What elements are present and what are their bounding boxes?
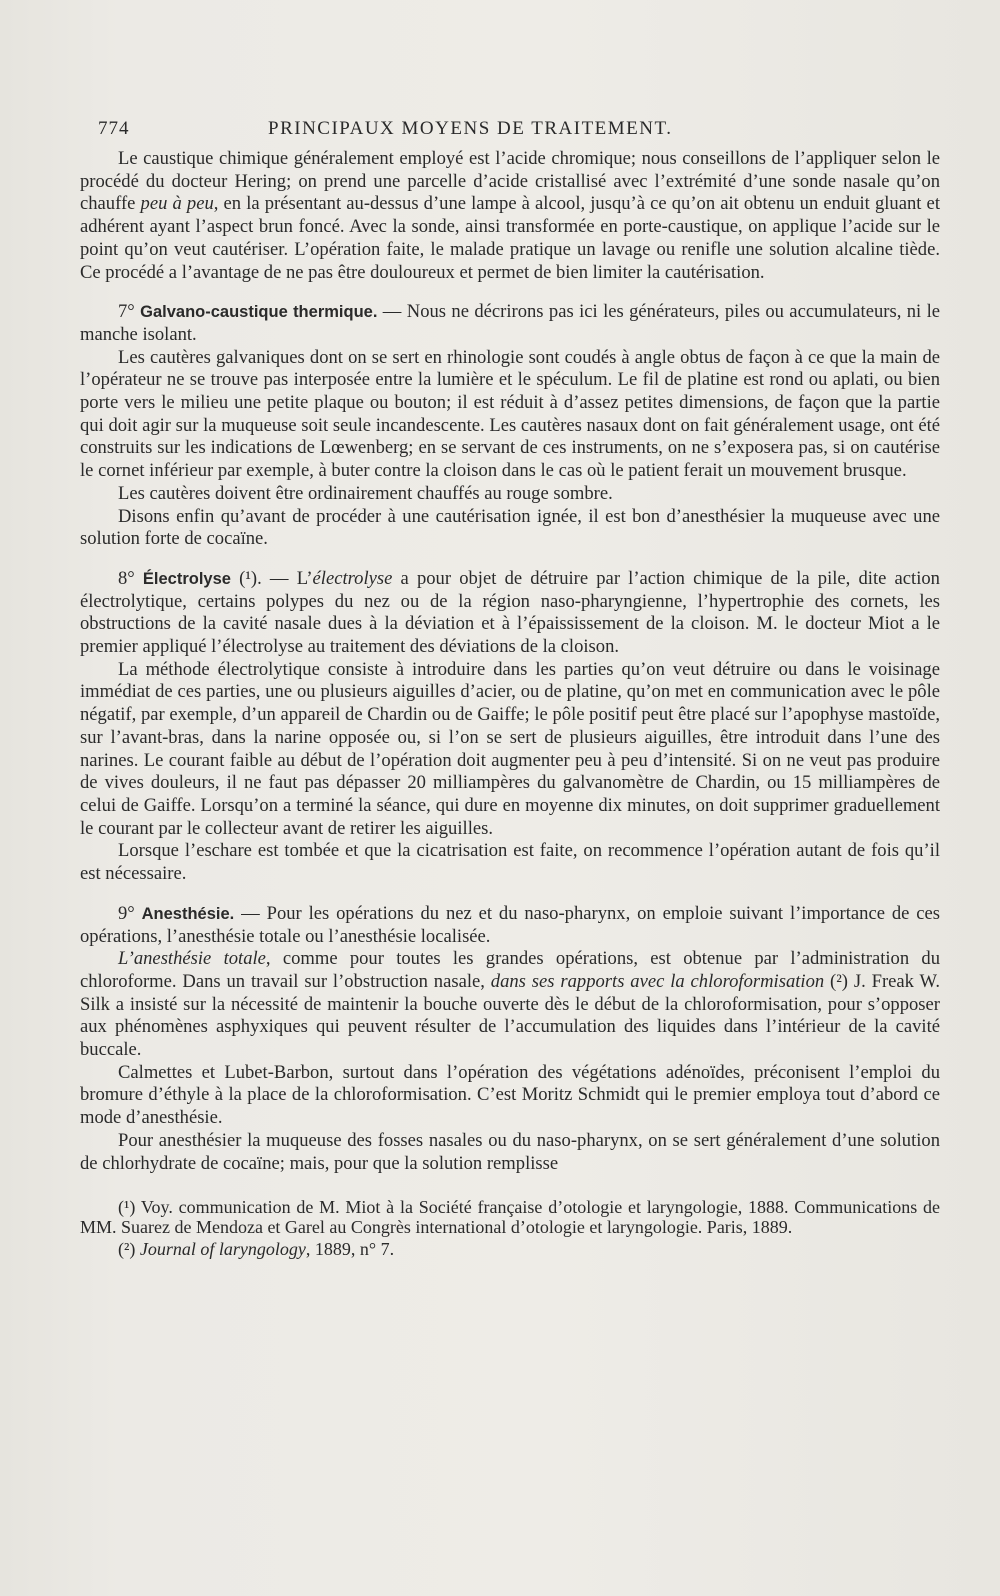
paragraph-rouge-sombre: Les cautères doivent être ordinairement chauffés au rouge sombre.: [118, 482, 613, 504]
paragraph-anesthesie-totale: L’anesthésie totale, comme pour toutes les grandes opérations, est obtenue par l’administration du chloroforme. Dans un travail sur l’obstruction nasale, dans ses rapports avec la chloroformisation (²) J. Freak W. Silk a insisté sur la nécessité de maintenir la bouche ouverte dès le début de la chloroformisation, pour s’opposer aux phénomènes asphyxiques qui peuvent résulter de l’accumulation des liquides dans l’intérieur de la cavité buccale.: [80, 948, 940, 1061]
footnote-1: (¹) Voy. communication de M. Miot à la Société française d’otologie et laryngologie, 1888. Communications de MM. Suarez de Mendoza et Garel au Congrès international d’otologie et laryngologie. Paris, 1889.: [80, 1197, 940, 1238]
paragraph-methode-electrolytique: La méthode électrolytique consiste à introduire dans les parties qu’on veut détruire ou dans le voisinage immédiat de ces parties, une ou plusieurs aiguilles d’acier, ou de platine, qu’on met en communication avec le pôle négatif, par exemple, d’un appareil de Chardin ou de Gaiffe; le pôle positif peut être placé sur l’apophyse mastoïde, sur l’avant-bras, dans la narine opposée ou, si l’on se sert de plusieurs aiguilles, être introduit dans l’une des narines. Le courant faible au début de l’opération doit augmenter peu à peu d’intensité. Si on ne veut pas produire de vives douleurs, il ne faut pas dépasser 20 milliampères du galvanomètre de Chardin, ou 15 milliampères de celui de Gaiffe. Lorsqu’on a terminé la séance, qui dure en moyenne dix minutes, on doit supprimer graduellement le courant par le collecteur avant de retirer les aiguilles.: [80, 658, 940, 839]
running-title: PRINCIPAUX MOYENS DE TRAITEMENT.: [268, 118, 673, 139]
section-8-electrolyse: 8° Électrolyse (¹). — L’électrolyse a pour objet de détruire par l’action chimique de la pile, dite action électrolytique, certains polypes du nez ou de la région naso-pharyngienne, l’hypertrophie des cornets, les obstructions de la cavité nasale dues à la déviation et à l’épaississement de la cloison. M. le docteur Miot a le premier appliqué l’électrolyse au traitement des déviations de la cloison.: [80, 567, 940, 658]
section-7-heading: Galvano-caustique thermique.: [140, 303, 378, 322]
page-number: 774: [98, 118, 130, 139]
paragraph-caustique-chimique: Le caustique chimique généralement employé est l’acide chromique; nous conseillons de l’appliquer selon le procédé du docteur Hering; on prend une parcelle d’acide cristallisé avec l’extrémité d’une sonde nasale qu’on chauffe peu à peu, en la présentant au-dessus d’une lampe à alcool, jusqu’à ce qu’on ait obtenu un enduit gluant et adhérent ayant l’aspect brun foncé. Avec la sonde, ainsi transformée en porte-caustique, on applique l’acide sur le point qu’on veut cautériser. L’opération faite, le malade pratique un lavage ou renifle une solution alcaline tiède. Ce procédé a l’avantage de ne pas être douloureux et permet de bien limiter la cautérisation.: [80, 148, 940, 283]
paragraph-cocaine: Disons enfin qu’avant de procéder à une cautérisation ignée, il est bon d’anesthésier la muqueuse avec une solution forte de cocaïne.: [80, 505, 940, 550]
paragraph-calmettes: Calmettes et Lubet-Barbon, surtout dans l’opération des végétations adénoïdes, préconisent l’emploi du bromure d’éthyle à la place de la chloroformisation. C’est Moritz Schmidt qui le premier employa tout d’abord ce mode d’anesthésie.: [80, 1061, 940, 1129]
page-content: [80, 118, 940, 1259]
section-9-anesthesie: 9° Anesthésie. — Pour les opérations du nez et du naso-pharynx, on emploie suivant l’importance de ces opérations, l’anesthésie totale ou l’anesthésie localisée.: [80, 902, 940, 947]
footnote-ref-2: (²): [824, 970, 848, 992]
paragraph-cauteres-galvaniques: Les cautères galvaniques dont on se sert en rhinologie sont coudés à angle obtus de façon à ce que la main de l’opérateur ne se trouve pas interposée entre la lumière et le spéculum. Le fil de platine est rond ou aplati, ou bien porte vers le milieu une petite plaque ou bouton; il est réduit à d’assez petites dimensions, de façon que la partie qui doit agir sur la muqueuse soit seule incandescente. Les cautères nasaux dont on fait généralement usage, ont été construits sur les indications de Lœwenberg; en se servant de ces instruments, on ne s’exposera pas, si on cautérise le cornet inférieur par exemple, à buter contre la cloison dans le cas où le patient ferait un mouvement brusque.: [80, 346, 940, 482]
footnote-2: (²) Journal of laryngology, 1889, n° 7.: [118, 1239, 395, 1260]
footnote-ref-1: (¹): [239, 567, 258, 589]
paragraph-muqueuse: Pour anesthésier la muqueuse des fosses nasales ou du naso-pharynx, on se sert généralement d’une solution de chlorhydrate de cocaïne; mais, pour que la solution remplisse: [80, 1129, 940, 1174]
paragraph-eschare: Lorsque l’eschare est tombée et que la cicatrisation est faite, on recommence l’opération autant de fois qu’il est nécessaire.: [80, 840, 940, 885]
running-head: [80, 118, 940, 140]
section-8-heading: Électrolyse: [142, 569, 231, 588]
footnotes: [80, 1197, 940, 1259]
section-9-heading: Anesthésie.: [141, 904, 235, 923]
section-7-galvano-caustique: 7° Galvano-caustique thermique. — Nous ne décrirons pas ici les générateurs, piles ou accumulateurs, ni le manche isolant.: [80, 301, 940, 345]
